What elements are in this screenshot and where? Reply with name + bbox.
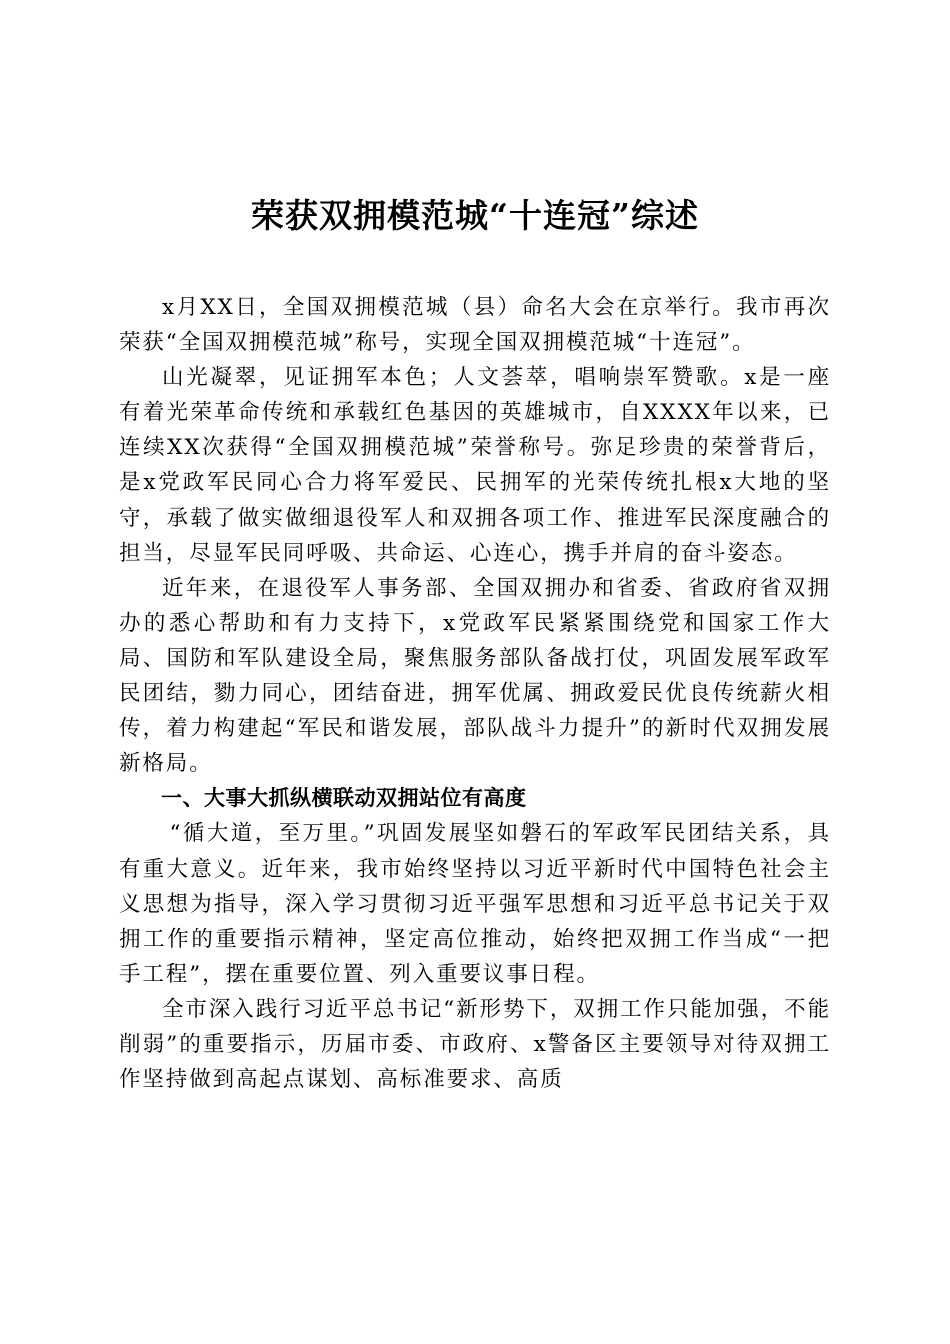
- paragraph-section-1: “循大道，至万里。”巩固发展坚如磐石的军政军民团结关系，具有重大意义。近年来，我市始终坚持以习近平新时代中国特色社会主义思想为指导，深入学习贯彻习近平强军思想和习近平总书记关于双拥工作的重要指示精神，坚定高位推动，始终把双拥工作当成“一把手工程”，摆在重要位置、列入重要议事日程。: [119, 821, 831, 987]
- document-title: 荣获双拥模范城“十连冠”综述: [251, 196, 699, 235]
- paragraph-city-honor: 山光凝翠，见证拥军本色；人文荟萃，唱响崇军赞歌。x是一座有着光荣革命传统和承载红色基因的英雄城市，自XXXX年以来，已连续XX次获得“全国双拥模范城”荣誉称号。弥足珍贵的荣誉背后，是x党政军民同心合力将军爱民、民拥军的光荣传统扎根x大地的坚守，承载了做实做细退役军人和双拥各项工作、推进军民深度融合的担当，尽显军民同呼吸、共命运、心连心，携手并肩的奋斗姿态。: [119, 365, 831, 566]
- paragraph-intro: x月XX日，全国双拥模范城（县）命名大会在京举行。我市再次荣获“全国双拥模范城”称号，实现全国双拥模范城“十连冠”。: [119, 295, 831, 356]
- section-heading: 一、大事大抓纵横联动双拥站位有高度: [161, 786, 527, 811]
- paragraph-recent-years: 近年来，在退役军人事务部、全国双拥办和省委、省政府省双拥办的悉心帮助和有力支持下，x党政军民紧紧围绕党和国家工作大局、国防和军队建设全局，聚焦服务部队备战打仗，巩固发展军政军民团结，勠力同心，团结奋进，拥军优属、拥政爱民优良传统薪火相传，着力构建起“军民和谐发展，部队战斗力提升”的新时代双拥发展新格局。: [119, 575, 831, 777]
- document-body: [119, 290, 831, 1097]
- paragraph-section-2: 全市深入践行习近平总书记“新形势下，双拥工作只能加强，不能削弱”的重要指示，历届市委、市政府、x警备区主要领导对待双拥工作坚持做到高起点谋划、高标准要求、高质: [119, 996, 831, 1093]
